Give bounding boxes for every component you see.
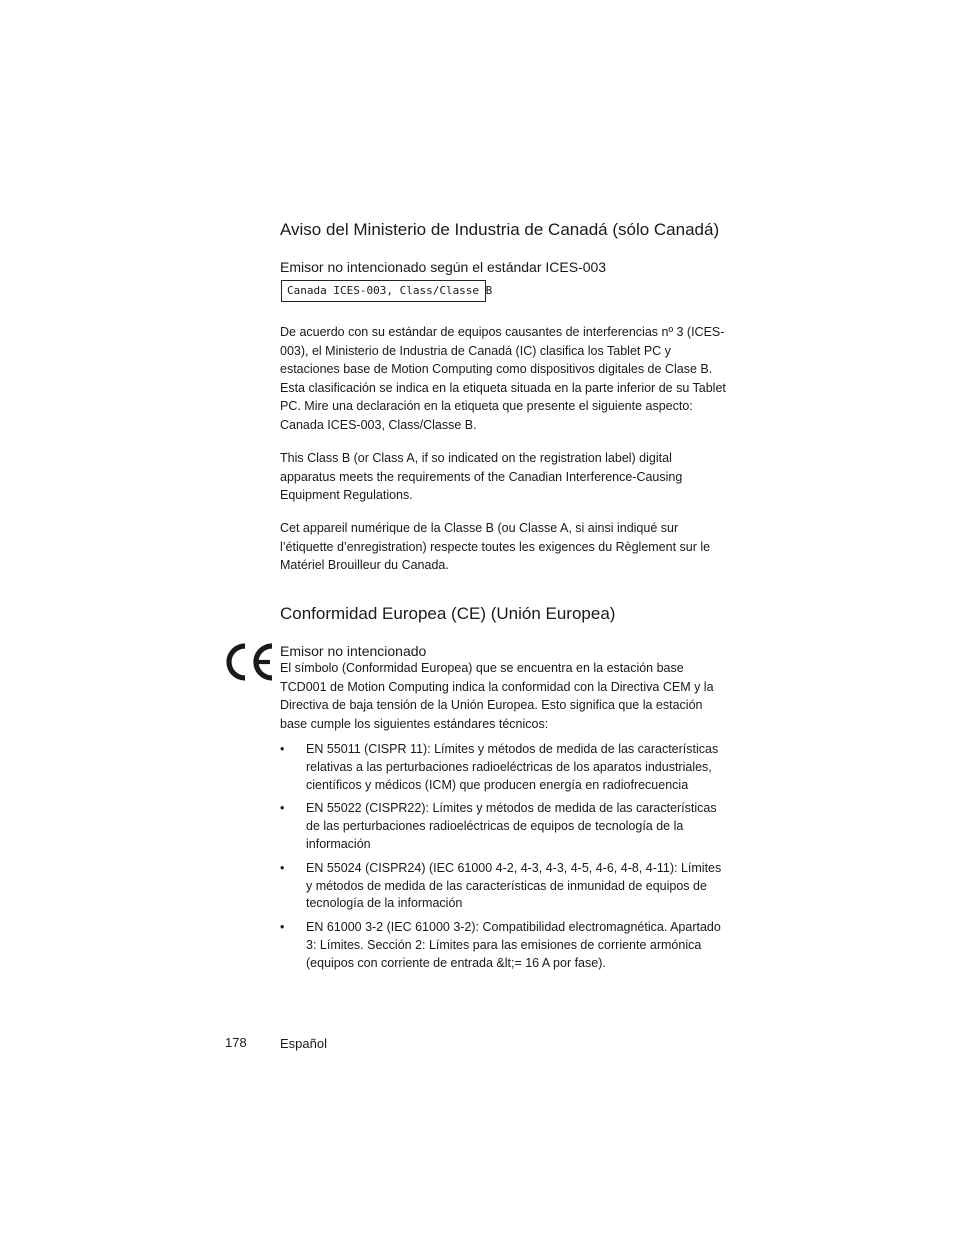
standards-list — [280, 741, 730, 979]
list-item-text: EN 55024 (CISPR24) (IEC 61000 4-2, 4-3, 4-3, 4-5, 4-6, 4-8, 4-11): Límites y métodos de medida de las características de inmunidad de equipos de tecnología de la información — [306, 860, 722, 911]
list-item — [280, 860, 730, 913]
paragraph-ices-english: This Class B (or Class A, if so indicated on the registration label) digital apparatus meets the requirements of the Canadian Interference-Causing Equipment Regulations. — [280, 451, 683, 503]
section-heading-ce: Conformidad Europea (CE) (Unión Europea) — [280, 604, 616, 623]
list-item-text: EN 55011 (CISPR 11): Límites y métodos de medida de las características relativas a las perturbaciones radioeléctricas de los aparatos industriales, científicos y médicos (ICM) que producen energía en radiofrecuencia — [306, 742, 719, 792]
list-item-text: EN 55022 (CISPR22): Límites y métodos de medida de las características de las perturbaciones radioeléctricas de equipos de tecnología de la información — [306, 801, 717, 851]
list-item-text: EN 61000 3-2 (IEC 61000 3-2): Compatibilidad electromagnética. Apartado 3: Límites. Sección 2: Límites para las emisiones de corriente armónica (equipos con corriente de entrada &lt;= 16 A por fase). — [306, 920, 721, 970]
paragraph-ices-french: Cet appareil numérique de la Classe B (ou Classe A, si ainsi indiqué sur l’étiquette d’enregistration) respecte toutes les exigences du Règlement sur le Matériel Brouilleur du Canada. — [280, 521, 711, 573]
ices-label-box: Canada ICES-003, Class/Classe B — [281, 280, 486, 302]
list-item — [280, 800, 730, 853]
list-item — [280, 919, 730, 972]
bullet-icon: • — [280, 860, 285, 875]
bullet-icon: • — [280, 920, 285, 935]
subheading-ices-003: Emisor no intencionado según el estándar ICES-003 — [280, 259, 607, 275]
bullet-icon: • — [280, 801, 285, 816]
list-item — [280, 741, 730, 794]
ce-mark-icon — [223, 642, 275, 682]
page-number: 178 — [225, 1035, 247, 1050]
subheading-unintentional-emitter: Emisor no intencionado — [280, 643, 427, 659]
footer-language: Español — [280, 1036, 327, 1051]
paragraph-ce: El símbolo (Conformidad Europea) que se encuentra en la estación base TCD001 de Motion Computing indica la conformidad con la Directiva CEM y la Directiva de baja tensión de la Unión Europea. Esto significa que la estación base cumple los siguientes estándares técnicos: — [280, 661, 714, 731]
paragraph-ices-spanish: De acuerdo con su estándar de equipos causantes de interferencias nº 3 (ICES-003), el Ministerio de Industria de Canadá (IC) clasifica los Tablet PC y estaciones base de Motion Computing como dispositivos digitales de Clase B. Esta clasificación se indica en la etiqueta situada en la parte inferior de su Tablet PC. Mire una declaración en la etiqueta que presente el siguiente aspecto: Canada ICES-003, Class/Classe B. — [280, 325, 726, 432]
section-heading-canada: Aviso del Ministerio de Industria de Canadá (sólo Canadá) — [280, 220, 720, 239]
bullet-icon: • — [280, 742, 285, 756]
